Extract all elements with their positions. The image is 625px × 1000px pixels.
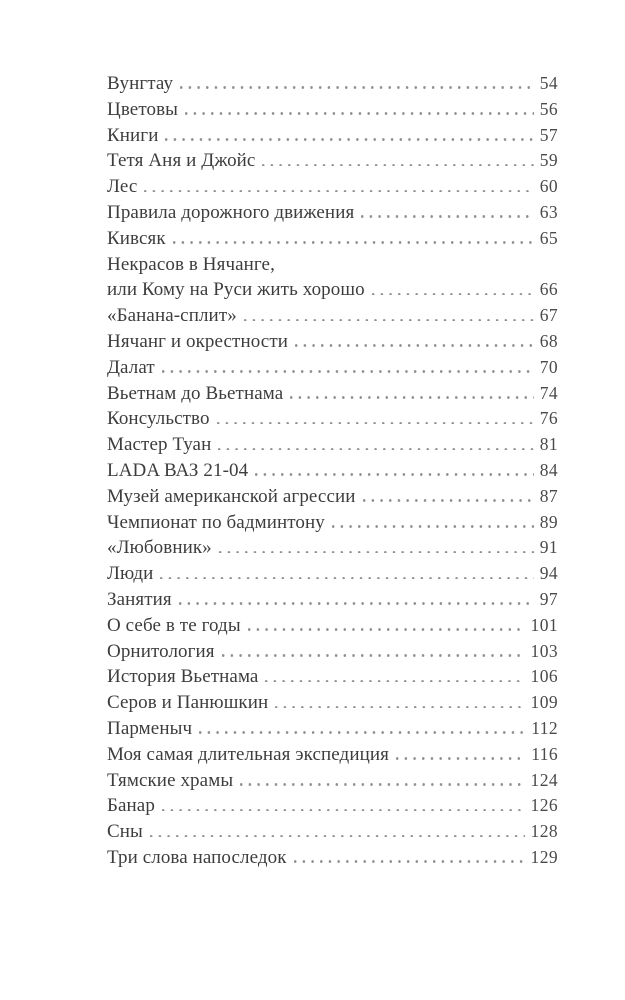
toc-entry-title: Тямские храмы [107, 769, 234, 791]
toc-entry [107, 847, 558, 873]
dot-leader [361, 215, 533, 218]
toc-entry [107, 228, 558, 254]
toc-entry-title: Музей американской агрессии [107, 485, 356, 507]
toc-entry [107, 99, 558, 125]
toc-entry-page: 54 [539, 73, 558, 93]
dot-leader [165, 138, 533, 141]
toc-entry [107, 692, 558, 718]
toc-entry-title: Мастер Туан [107, 434, 212, 456]
toc-entry-page: 97 [539, 588, 558, 609]
dot-leader [162, 370, 534, 373]
toc-entry [107, 383, 558, 409]
toc-entry-title: История Вьетнама [107, 666, 259, 688]
toc-entry-page: 126 [530, 795, 558, 816]
toc-entry-page: 124 [530, 769, 558, 790]
toc-entry [107, 770, 558, 796]
toc-entry-title: Сны [107, 821, 143, 843]
toc-entry [107, 795, 558, 821]
toc-entry [107, 486, 558, 512]
dot-leader [332, 525, 534, 528]
toc-entry-title: Кивсяк [107, 227, 166, 249]
toc-entry-title: Далат [107, 356, 155, 378]
toc-entry [107, 512, 558, 538]
dot-leader [240, 783, 524, 786]
dot-leader [255, 473, 533, 476]
dot-leader [173, 241, 534, 244]
dot-leader [294, 860, 525, 863]
toc-entry-title: Вунгтау [107, 73, 174, 94]
toc-entry-page: 57 [539, 124, 558, 145]
dot-leader [244, 319, 534, 322]
dot-leader [363, 499, 534, 502]
toc-entry [107, 666, 558, 692]
toc-entry-title: Орнитология [107, 640, 215, 662]
toc-entry [107, 305, 558, 331]
toc-entry-title: «Любовник» [107, 537, 212, 559]
toc-entry-title: О себе в те годы [107, 614, 241, 636]
toc-entry [107, 434, 558, 460]
toc-entry [107, 254, 558, 280]
toc-entry-title: Серов и Панюшкин [107, 692, 269, 714]
toc-entry-page: 74 [539, 382, 558, 403]
toc-entry-title: Вьетнам до Вьетнама [107, 382, 284, 404]
toc-entry [107, 460, 558, 486]
toc-entry-page: 76 [539, 408, 558, 429]
toc-entry [107, 150, 558, 176]
toc-entry-title: Нячанг и окрестности [107, 330, 288, 352]
toc-entry [107, 615, 558, 641]
toc-entry [107, 537, 558, 563]
dot-leader [180, 86, 534, 89]
toc-entry [107, 641, 558, 667]
toc-entry-title: «Банана-сплит» [107, 305, 237, 327]
toc-entry-page: 67 [539, 305, 558, 326]
toc-entry-page: 56 [539, 98, 558, 119]
toc-entry-page: 116 [531, 743, 558, 764]
toc-entry-title: Лес [107, 176, 138, 198]
dot-leader [199, 731, 525, 734]
toc-entry [107, 744, 558, 770]
dot-leader [219, 551, 534, 554]
dot-leader [179, 602, 534, 605]
toc-entry-title: LADA ВАЗ 21-04 [107, 459, 249, 481]
dot-leader [217, 422, 534, 425]
toc-entry-title: Книги [107, 124, 159, 146]
dot-leader [162, 809, 525, 812]
toc-entry-title: Тетя Аня и Джойс [107, 150, 256, 172]
toc-entry-title: Моя самая длительная экспедиция [107, 743, 389, 765]
toc-entry [107, 821, 558, 847]
toc-entry-title: Чемпионат по бадминтону [107, 511, 325, 533]
toc-entry [107, 357, 558, 383]
toc-entry-page: 109 [530, 692, 558, 713]
toc-entry-page: 106 [530, 666, 558, 687]
toc-entry-page: 128 [530, 821, 558, 842]
toc-entry [107, 563, 558, 589]
toc-entry-page: 81 [539, 434, 558, 455]
toc-entry [107, 176, 558, 202]
toc-entry-title: Парменыч [107, 717, 193, 739]
toc-entry-page: 91 [539, 537, 558, 558]
dot-leader [262, 164, 533, 167]
dot-leader [218, 448, 533, 451]
toc-list [107, 73, 558, 873]
dot-leader [144, 190, 533, 193]
toc-entry [107, 589, 558, 615]
toc-entry-page: 70 [539, 356, 558, 377]
dot-leader [396, 757, 525, 760]
toc-entry [107, 279, 558, 305]
dot-leader [160, 577, 533, 580]
toc-entry [107, 718, 558, 744]
dot-leader [290, 396, 533, 399]
toc-entry-page: 63 [539, 201, 558, 222]
toc-entry [107, 73, 558, 99]
dot-leader [150, 835, 525, 838]
toc-entry-page: 65 [539, 227, 558, 248]
toc-entry-page: 94 [539, 563, 558, 584]
toc-entry [107, 408, 558, 434]
toc-entry-title: или Кому на Руси жить хорошо [107, 279, 365, 301]
toc-entry-page: 60 [539, 176, 558, 197]
dot-leader [275, 706, 524, 709]
toc-entry-title: Люди [107, 563, 154, 585]
toc-entry-page: 68 [539, 330, 558, 351]
toc-entry-page: 84 [539, 459, 558, 480]
dot-leader [372, 293, 534, 296]
toc-entry-page: 101 [530, 614, 558, 635]
toc-entry-title: Некрасов в Нячанге, [107, 253, 275, 275]
toc-entry-title: Правила дорожного движения [107, 201, 355, 223]
toc-entry-page: 89 [539, 511, 558, 532]
toc-entry-title: Цветовы [107, 98, 179, 120]
toc-entry-page: 129 [530, 846, 558, 867]
toc-entry-page: 66 [539, 279, 558, 300]
toc-entry [107, 331, 558, 357]
toc-entry-page: 112 [531, 717, 558, 738]
dot-leader [248, 628, 525, 631]
toc-entry [107, 125, 558, 151]
toc-entry-title: Консульство [107, 408, 210, 430]
dot-leader [185, 112, 534, 115]
dot-leader [222, 654, 525, 657]
toc-entry-page: 59 [539, 150, 558, 171]
toc-entry-page: 103 [530, 640, 558, 661]
dot-leader [265, 680, 524, 683]
toc-entry-title: Занятия [107, 588, 172, 610]
dot-leader [295, 344, 534, 347]
toc-entry-page: 87 [539, 485, 558, 506]
toc-entry-title: Банар [107, 795, 155, 817]
toc-entry-title: Три слова напоследок [107, 846, 287, 868]
toc-entry [107, 202, 558, 228]
